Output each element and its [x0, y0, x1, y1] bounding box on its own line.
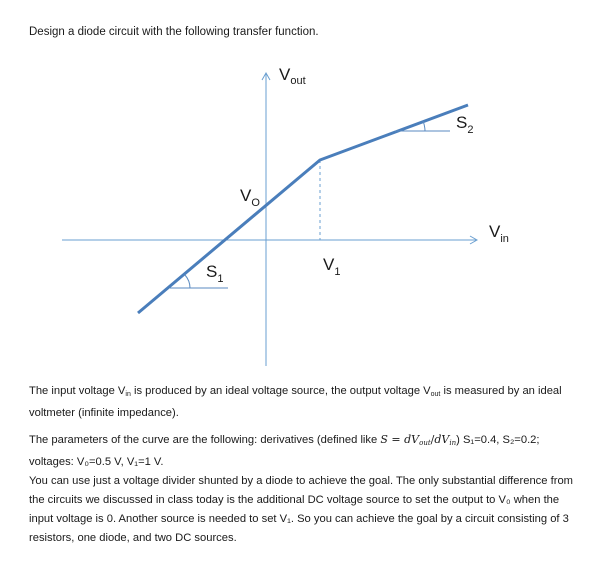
- transfer-curve: [138, 105, 468, 313]
- s1-label: $S_1$: [206, 262, 224, 285]
- paragraph-hint: You can use just a voltage divider shunted by a diode to achieve the goal. The only substantial difference from the circuits we discussed in class today is the additional DC voltage source to set the output to V₀ when the input voltage is 0. Another source is needed to set V₁. So you can achieve the goal by a circuit consisting of 3 resistors, one diode, and two DC sources.: [29, 475, 573, 544]
- paragraph-parameters: The parameters of the curve are the following: derivatives (defined like $S = dV_{out}/dV_{in}$) S₁=0.4, S₂=0.2; voltages: V₀=0.5 V, V₁=1 V.: [29, 433, 540, 468]
- derivative-formula: $S = dV_{out}/dV_{in}$: [380, 433, 457, 447]
- s2-label: $S_2$: [456, 113, 474, 136]
- x-axis-label: $V_{in}$: [489, 222, 509, 245]
- y-axis-label: $V_{out}$: [279, 65, 306, 87]
- problem-statement: Design a diode circuit with the following transfer function.: [29, 26, 319, 38]
- v1-label: $V_1$: [323, 255, 341, 278]
- vo-label: $V_O$: [240, 186, 260, 209]
- s1-angle-arc: [185, 275, 190, 288]
- paragraph-input-output: The input voltage $V_{in}$ is produced by an ideal voltage source, the output voltage $V_{out}$ is measured by an ideal voltmeter (infinite impedance).: [29, 385, 562, 419]
